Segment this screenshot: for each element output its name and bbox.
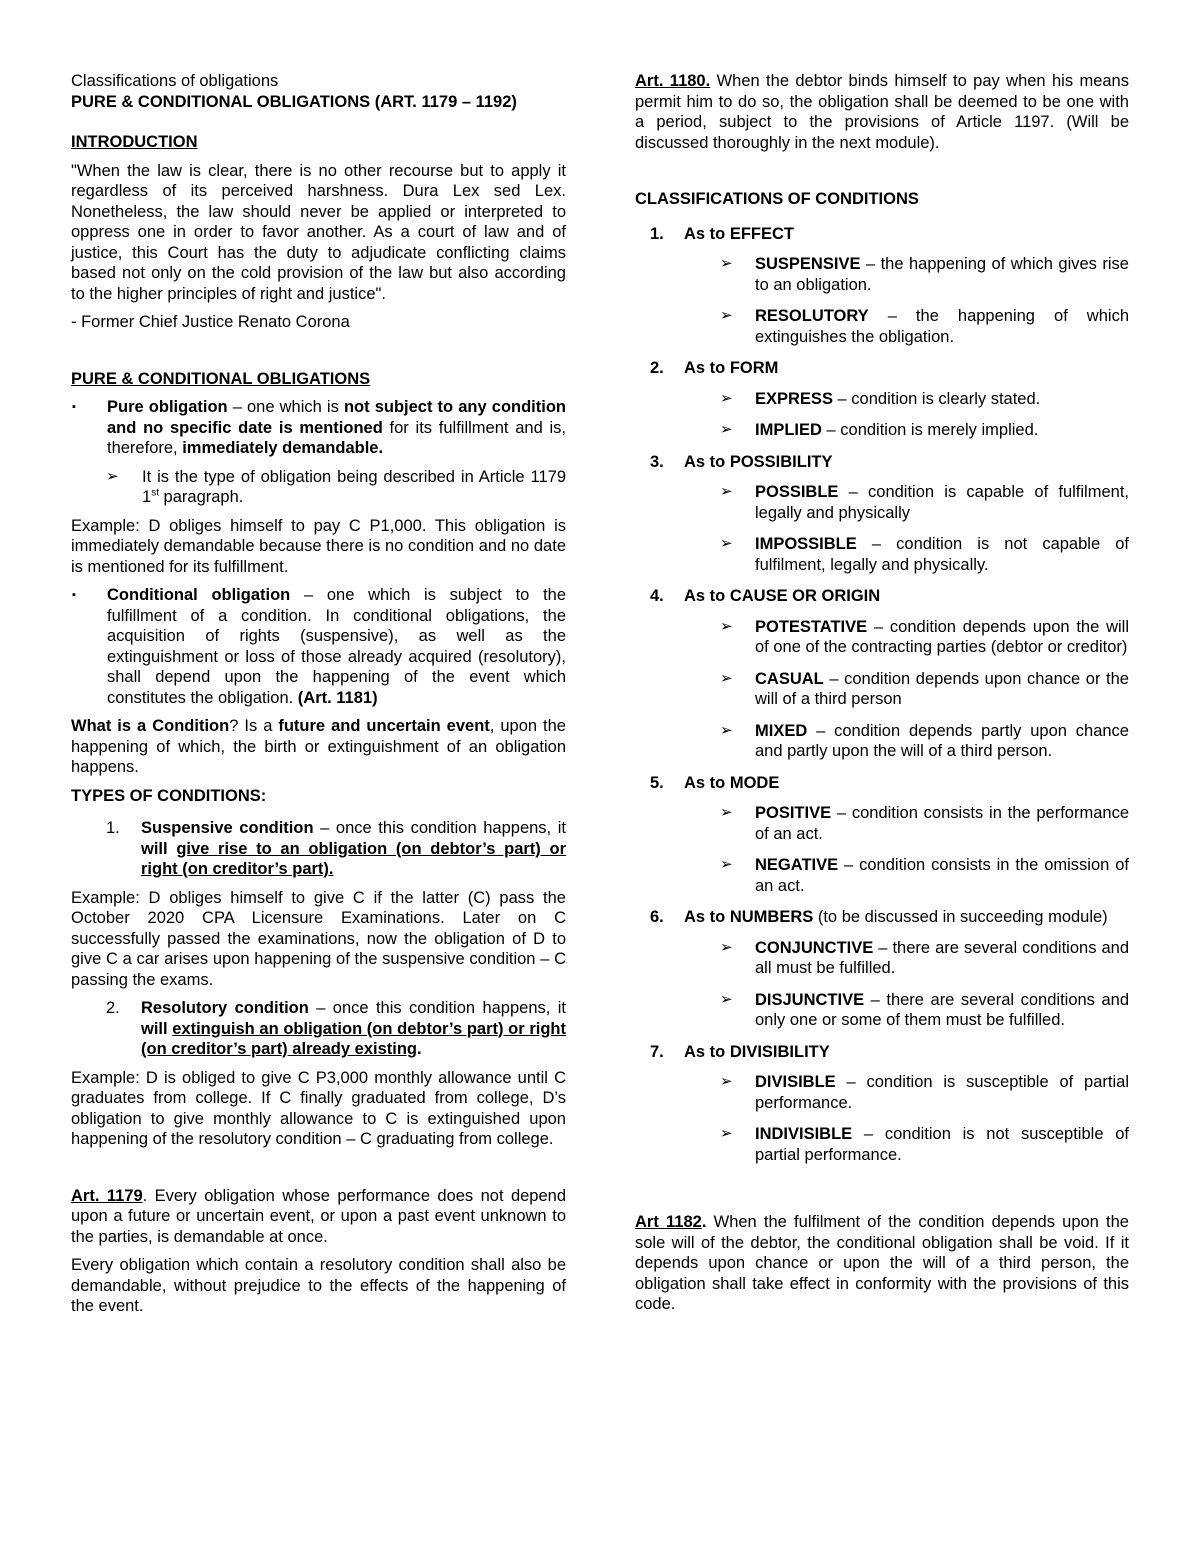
- bold-run: immediately demandable.: [182, 439, 384, 457]
- list-number: 3.: [650, 452, 664, 471]
- classification-desc: – condition is clearly stated.: [832, 389, 1041, 408]
- classification-desc: – condition depends partly upon chance and partly upon the will of a third person.: [755, 721, 1129, 760]
- bold-underline-run: extinguish an obligation (on debtor’s part) or right (on creditor’s part) already existing: [141, 1019, 566, 1058]
- classification-group-7: [650, 1042, 1129, 1063]
- article-label: Art. 1180.: [635, 72, 711, 90]
- what-is-condition: [71, 716, 566, 778]
- group-title-text: As to POSSIBILITY: [684, 452, 833, 471]
- classification-term: EXPRESS: [755, 389, 833, 408]
- classification-desc: – condition consists in the performance of an act.: [755, 804, 1129, 843]
- type-suspensive-item: [106, 818, 566, 880]
- list-number: 4.: [650, 587, 664, 605]
- arrow-bullet-icon: ➢: [720, 1125, 733, 1142]
- classification-term: POSSIBLE: [755, 483, 839, 501]
- classification-group-2: [650, 358, 1129, 379]
- classification-desc: – the happening of which extinguishes the obligation.: [755, 307, 1129, 346]
- quote-author: - Former Chief Justice Renato Corona: [71, 313, 350, 331]
- bold-run: not subject to any condition and no specific date is mentioned: [107, 398, 567, 437]
- spacer: [635, 1176, 1129, 1212]
- classification-groups: [635, 224, 1129, 1166]
- classification-group-5: [650, 773, 1129, 794]
- list-number: 2.: [106, 999, 120, 1017]
- group-title-text: As to NUMBERS: [684, 908, 814, 926]
- list-number: 6.: [650, 908, 664, 926]
- classification-term: NEGATIVE: [755, 856, 839, 874]
- classification-group-6: [650, 907, 1129, 928]
- classification-item: [720, 420, 1129, 441]
- classification-item: [720, 306, 1129, 347]
- spacer: [71, 333, 566, 369]
- bold-run: .: [701, 1213, 707, 1231]
- pure-obligation-subpoint: [106, 467, 566, 508]
- resolutory-example: Example: D is obliged to give C P3,000 monthly allowance until C graduates from college. If C finally graduated from college, D’s obligation to give monthly allowance to C is extinguished upon happening of the resolutory condition – C graduating from college.: [71, 1068, 566, 1148]
- list-number: 7.: [650, 1042, 664, 1061]
- arrow-bullet-icon: ➢: [720, 535, 733, 552]
- group-title: [684, 358, 1129, 379]
- arrow-bullet-icon: ➢: [720, 669, 733, 687]
- classifications-heading: CLASSIFICATIONS OF CONDITIONS: [635, 190, 919, 208]
- conditional-obligation-text: [107, 585, 566, 708]
- arrow-bullet-icon: ➢: [720, 721, 733, 739]
- classification-desc: – condition is not capable of fulfilment, legally and physically.: [755, 535, 1129, 574]
- type-suspensive-text: [141, 818, 566, 880]
- text-run: When the fulfilment of the condition depends upon the sole will of the debtor, the conditional obligation shall be void. If it depends upon chance or upon the will of a third person, the obligation shall take effect in conformity with the provisions of this code.: [635, 1213, 1129, 1313]
- classification-item: [720, 721, 1129, 762]
- group-title: [684, 452, 1129, 473]
- conditional-obligation-term: Conditional obligation: [107, 586, 291, 604]
- arrow-bullet-icon: ➢: [720, 483, 733, 500]
- classification-term: POSITIVE: [755, 804, 832, 822]
- pure-obligation-text: [107, 397, 566, 459]
- group-title: [684, 1042, 1129, 1063]
- spacer: [71, 112, 566, 132]
- spacer: [71, 1150, 566, 1186]
- group-title-text: As to MODE: [684, 773, 780, 792]
- types-heading: TYPES OF CONDITIONS:: [71, 786, 267, 805]
- classification-item-text: [755, 990, 1129, 1031]
- classification-item-text: [755, 254, 1129, 295]
- classification-item: [720, 1072, 1129, 1113]
- suspensive-example: Example: D obliges himself to give C if the latter (C) pass the October 2020 CPA Licensure Examinations. Later on C successfully passed the examinations, now the obligation of D to give C a car arises upon happening of the suspensive condition – C passing the exams.: [71, 888, 566, 989]
- classification-desc: – condition is susceptible of partial performance.: [755, 1073, 1129, 1112]
- classification-item: [720, 669, 1129, 710]
- group-title-text: As to EFFECT: [684, 224, 794, 243]
- classification-term: CONJUNCTIVE: [755, 938, 874, 957]
- classification-desc: – there are several conditions and only one or some of them must be fulfilled.: [755, 990, 1129, 1029]
- arrow-bullet-icon: ➢: [720, 421, 733, 438]
- doc-label: Classifications of obligations: [71, 72, 279, 90]
- spacer: [635, 153, 1129, 189]
- classification-term: DISJUNCTIVE: [755, 990, 865, 1009]
- superscript: st: [151, 487, 159, 499]
- classification-item-text: [755, 389, 1129, 410]
- subpoint-text: [142, 467, 566, 508]
- classification-desc: – condition depends upon chance or the will of a third person: [755, 669, 1129, 708]
- arrow-bullet-icon: ➢: [720, 990, 733, 1008]
- classification-item-text: [755, 1124, 1129, 1165]
- classification-group-3: [650, 452, 1129, 473]
- text-run: ? Is a: [229, 717, 279, 735]
- classification-item: [720, 617, 1129, 658]
- classification-item: [720, 855, 1129, 896]
- group-title-text: As to CAUSE OR ORIGIN: [684, 587, 881, 605]
- arrow-bullet-icon: ➢: [720, 255, 733, 272]
- classification-item: [720, 254, 1129, 295]
- pure-example: Example: D obliges himself to pay C P1,000. This obligation is immediately demandable because there is no condition and no date is mentioned for its fulfillment.: [71, 516, 566, 576]
- classification-term: IMPLIED: [755, 421, 822, 439]
- arrow-bullet-icon: ➢: [720, 307, 733, 324]
- list-number: 1.: [106, 819, 120, 837]
- classification-item: [720, 990, 1129, 1031]
- classification-desc: – there are several conditions and all must be fulfilled.: [755, 938, 1129, 977]
- conditional-obligation-item: [71, 585, 566, 708]
- type-resolutory-item: [106, 998, 566, 1060]
- arrow-bullet-icon: ➢: [720, 804, 733, 821]
- pure-obligation-item: [71, 397, 566, 459]
- list-number: 5.: [650, 773, 664, 792]
- classification-term: MIXED: [755, 721, 808, 740]
- group-title: [684, 586, 1129, 607]
- classification-item-text: [755, 1072, 1129, 1113]
- doc-title: PURE & CONDITIONAL OBLIGATIONS (ART. 1179 – 1192): [71, 92, 517, 111]
- classification-term: RESOLUTORY: [755, 307, 869, 325]
- text-run: , upon the happening of which, the birth or extinguishment of an obligation happens.: [71, 717, 566, 776]
- intro-quote: "When the law is clear, there is no other recourse but to apply it regardless of its perceived harshness. Dura Lex sed Lex. Nonetheless, the law should never be applied or interpreted to oppress one in order to favor another. As a court of law and of justice, this Court has the duty to adjudicate conflicting claims based not only on the cold provision of the law but also according to the higher principles of right and justice".: [71, 161, 566, 303]
- group-title: [684, 907, 1129, 928]
- classification-term: POTESTATIVE: [755, 617, 868, 636]
- list-number: 1.: [650, 224, 664, 243]
- text-run: It is the type of obligation being described in Article 1179 1: [142, 467, 566, 506]
- bold-run: future and uncertain event: [278, 717, 490, 735]
- classification-item: [720, 1124, 1129, 1165]
- text-run: for its fulfillment and is, therefore,: [107, 418, 566, 457]
- classification-term: DIVISIBLE: [755, 1073, 836, 1091]
- pure-obligation-term: Pure obligation: [107, 398, 228, 416]
- arrow-bullet-icon: ➢: [720, 856, 733, 873]
- text-run: – once this condition happens, it: [313, 819, 566, 837]
- group-title: [684, 773, 1129, 794]
- text-run: – one which is: [227, 398, 344, 416]
- text-run: paragraph.: [158, 488, 244, 506]
- classification-item: [720, 389, 1129, 410]
- bold-run: .: [417, 1040, 422, 1058]
- pure-conditional-heading: PURE & CONDITIONAL OBLIGATIONS: [71, 369, 371, 388]
- classification-group-4: [650, 586, 1129, 607]
- classification-term: CASUAL: [755, 669, 824, 688]
- classification-desc: – condition is not susceptible of partial performance.: [755, 1125, 1129, 1164]
- classification-term: SUSPENSIVE: [755, 255, 861, 273]
- intro-heading: INTRODUCTION: [71, 133, 198, 151]
- article-1180: [635, 71, 1129, 153]
- bold-run: will: [141, 1019, 173, 1038]
- classification-item-text: [755, 855, 1129, 896]
- classification-item-text: [755, 420, 1129, 441]
- text-run: . Every obligation whose performance does not depend upon a future or uncertain event, or upon a past event unknown to the parties, is demandable at once.: [71, 1186, 566, 1246]
- arrow-bullet-icon: ➢: [720, 389, 733, 407]
- text-run: When the debtor binds himself to pay when his means permit him to do so, the obligation shall be deemed to be one with a period, subject to the provisions of Article 1197. (Will be discussed thoroughly in the next module).: [635, 72, 1129, 152]
- classification-term: INDIVISIBLE: [755, 1125, 853, 1143]
- article-label: Art 1182: [635, 1213, 702, 1231]
- arrow-bullet-icon: ➢: [720, 617, 733, 635]
- list-number: 2.: [650, 359, 664, 377]
- article-1179-paragraph-2: Every obligation which contain a resolutory condition shall also be demandable, without prejudice to the effects of the happening of the event.: [71, 1256, 566, 1315]
- classification-item: [720, 938, 1129, 979]
- square-bullet-icon: ▪: [72, 589, 76, 601]
- classification-desc: – condition is capable of fulfilment, legally and physically: [755, 483, 1129, 522]
- article-label: Art. 1179: [71, 1186, 143, 1205]
- arrow-bullet-icon: ➢: [720, 938, 733, 956]
- left-column: [71, 71, 566, 1317]
- classification-item-text: [755, 721, 1129, 762]
- bold-run: Suspensive condition: [141, 819, 314, 837]
- group-title-text: As to FORM: [684, 359, 779, 377]
- classification-item: [720, 534, 1129, 575]
- classification-desc: – condition consists in the omission of an act.: [755, 856, 1129, 895]
- classification-item-text: [755, 669, 1129, 710]
- article-reference: (Art. 1181): [297, 688, 378, 707]
- bold-run: Resolutory condition: [141, 999, 309, 1017]
- text-run: – once this condition happens, it: [308, 999, 566, 1017]
- article-1182: [635, 1212, 1129, 1315]
- classification-item-text: [755, 617, 1129, 658]
- arrow-bullet-icon: ➢: [720, 1073, 733, 1090]
- bold-run: will: [141, 839, 177, 858]
- group-title-text: As to DIVISIBILITY: [684, 1042, 830, 1061]
- classification-item: [720, 803, 1129, 844]
- text-run: – one which is subject to the fulfillment of a condition. In conditional obligations, the acquisition of rights (suspensive), as well as the extinguishment or loss of those already acquired (resolutory), shall depend upon the happening of the event which constitutes the obligation.: [107, 586, 567, 707]
- square-bullet-icon: ▪: [72, 401, 76, 413]
- right-column: [635, 71, 1129, 1315]
- group-title: [684, 224, 1129, 245]
- classification-group-1: [650, 224, 1129, 245]
- classification-item: [720, 482, 1129, 523]
- type-resolutory-text: [141, 998, 566, 1060]
- classification-item-text: [755, 306, 1129, 347]
- classification-item-text: [755, 803, 1129, 844]
- classification-desc: – condition is merely implied.: [821, 421, 1039, 439]
- article-1179: [71, 1186, 566, 1248]
- arrow-bullet-icon: ➢: [106, 467, 119, 485]
- classification-item-text: [755, 938, 1129, 979]
- bold-run: What is a Condition: [71, 717, 230, 735]
- group-note: (to be discussed in succeeding module): [813, 908, 1108, 926]
- classification-term: IMPOSSIBLE: [755, 535, 857, 553]
- bold-underline-run: give rise to an obligation (on debtor’s part) or right (on creditor’s part).: [141, 839, 566, 878]
- classification-item-text: [755, 534, 1129, 575]
- classification-desc: – the happening of which gives rise to an obligation.: [755, 255, 1129, 294]
- classification-desc: – condition depends upon the will of one of the contracting parties (debtor or creditor): [755, 617, 1129, 656]
- classification-item-text: [755, 482, 1129, 523]
